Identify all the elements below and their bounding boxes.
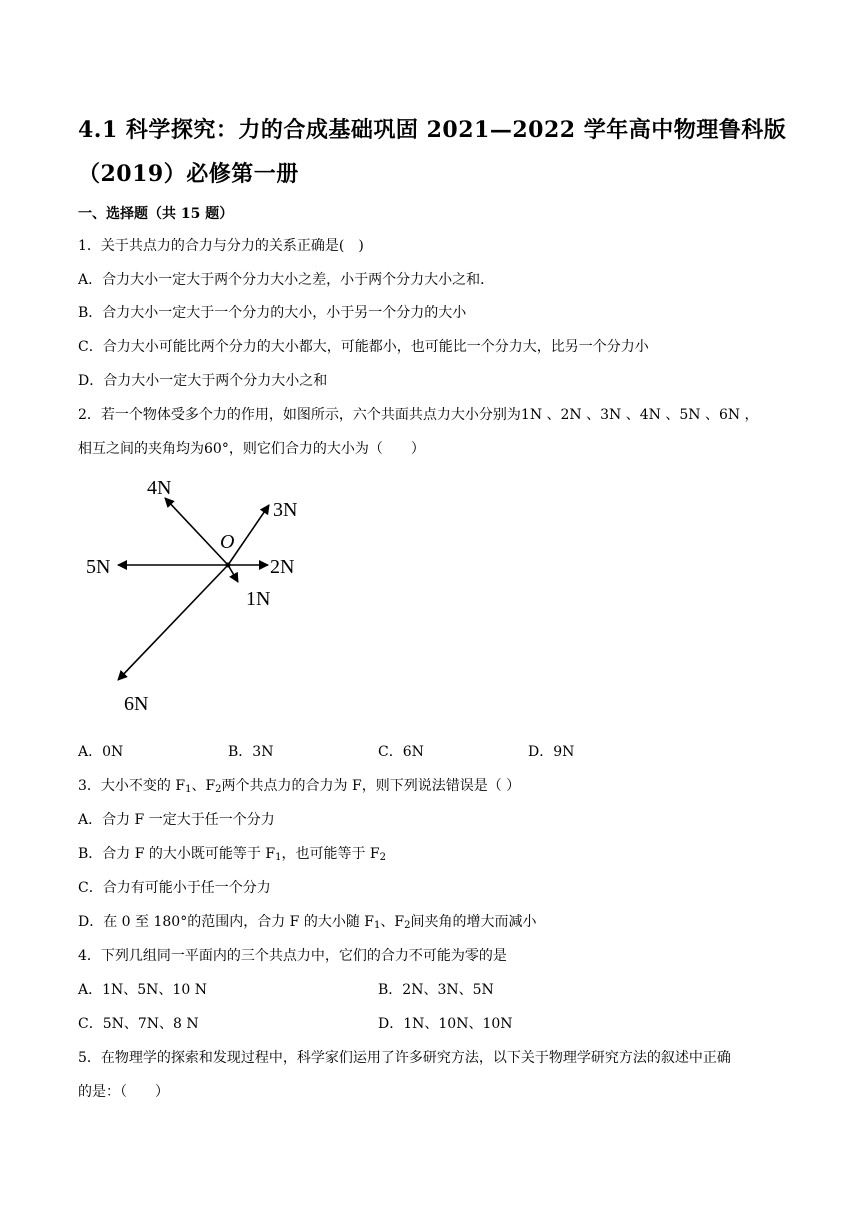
q3-option-c: C．合力有可能小于任一个分力 xyxy=(78,880,271,896)
q3-stem: 3．大小不变的 $F_1$、$F_2$两个共点力的合力为 F，则下列说法错误是（ ） xyxy=(78,778,521,795)
origin-label: O xyxy=(220,531,235,553)
q3-option-d: D．在 0 至 180°的范围内，合力 F 的大小随 $F_1$、$F_2$间夹角的增大而减小 xyxy=(78,914,537,931)
q4-option-c: C．5N、7N、8 N xyxy=(78,1016,199,1032)
q4-stem: 4．下列几组同一平面内的三个共点力中，它们的合力不可能为零的是 xyxy=(78,948,507,964)
force-label-6n: 6N xyxy=(124,693,149,715)
q3-option-a: A．合力 F 一定大于任一个分力 xyxy=(78,812,275,828)
force-label-5n: 5N xyxy=(86,556,111,578)
force-label-4n: 4N xyxy=(147,477,172,499)
q4-option-a: A．1N、5N、10 N xyxy=(78,982,207,998)
q2-stem-line2: 相互之间的夹角均为60°，则它们合力的大小为（ ） xyxy=(78,441,425,457)
q2-option-d: D．9N xyxy=(528,744,575,760)
q2-option-b: B．3N xyxy=(228,744,274,760)
force-arrow-1n xyxy=(228,565,238,582)
force-label-1n: 1N xyxy=(246,588,271,610)
origin-point xyxy=(226,563,231,568)
force-label-2n: 2N xyxy=(270,556,295,578)
document-title-line1: 4.1 科学探究：力的合成基础巩固 2021—2022 学年高中物理鲁科版 xyxy=(78,117,787,143)
q2-stem-line1: 2．若一个物体受多个力的作用，如图所示，六个共面共点力大小分别为1N 、2N 、3N 、4N 、5N 、6N ， xyxy=(78,407,759,423)
q5-stem-line2: 的是：（ ） xyxy=(78,1084,169,1100)
q2-option-c: C．6N xyxy=(378,744,424,760)
q2-option-a: A．0N xyxy=(78,744,124,760)
q1-option-b: B．合力大小一定大于一个分力的大小，小于另一个分力的大小 xyxy=(78,305,467,321)
q1-stem: 1．关于共点力的合力与分力的关系正确是( ) xyxy=(78,238,364,254)
force-label-3n: 3N xyxy=(273,499,298,521)
document-title-line2: （2019）必修第一册 xyxy=(78,161,299,187)
q5-stem-line1: 5．在物理学的探索和发现过程中，科学家们运用了许多研究方法，以下关于物理学研究方法的叙述中正确 xyxy=(78,1050,731,1066)
q1-option-c: C．合力大小可能比两个分力的大小都大，可能都小，也可能比一个分力大，比另一个分力小 xyxy=(78,339,649,355)
section-heading: 一、选择题（共 15 题） xyxy=(78,206,234,222)
q3-option-b: B．合力 F 的大小既可能等于 $F_1$，也可能等于 $F_2$ xyxy=(78,846,386,863)
force-arrow-6n xyxy=(118,565,228,680)
force-diagram xyxy=(80,470,320,720)
q1-option-d: D．合力大小一定大于两个分力大小之和 xyxy=(78,373,328,389)
q4-option-b: B．2N、3N、5N xyxy=(378,982,494,998)
q4-option-d: D．1N、10N、10N xyxy=(378,1016,513,1032)
q1-option-a: A．合力大小一定大于两个分力大小之差，小于两个分力大小之和． xyxy=(78,272,495,288)
force-arrow-4n xyxy=(165,498,228,565)
